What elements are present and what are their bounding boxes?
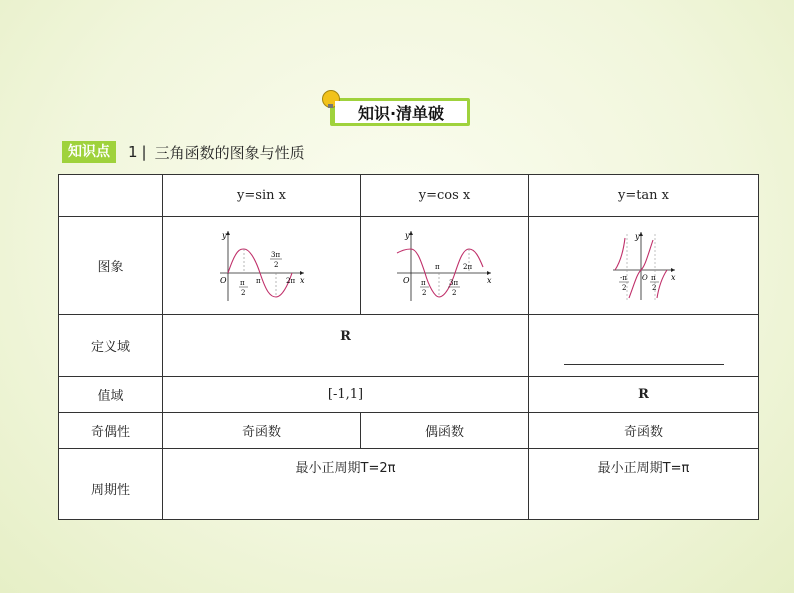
cos-three-pi-half-den: 2: [451, 288, 456, 297]
period-tan-value: 最小正周期T=π: [529, 449, 759, 520]
domain-sin-cos-value: R: [163, 315, 529, 377]
parity-row: [59, 413, 759, 449]
cos-origin-label: O: [402, 275, 410, 285]
row-label-domain: 定义域: [59, 315, 163, 377]
heading-separator: |: [141, 143, 147, 161]
col-header-tan: y=tan x: [529, 175, 759, 217]
domain-tan-cell: [529, 315, 759, 377]
section-banner: [330, 98, 470, 126]
sin-pi-half-den: 2: [240, 288, 245, 297]
cos-three-pi-half-num: 3π: [448, 278, 458, 287]
period-row: [59, 449, 759, 520]
sin-graph: [216, 227, 308, 305]
sin-y-label: y: [221, 230, 227, 240]
row-label-parity: 奇偶性: [59, 413, 163, 449]
sin-origin-label: O: [219, 275, 227, 285]
col-header-cos: y=cos x: [361, 175, 529, 217]
range-tan-value: R: [529, 377, 759, 413]
tan-neg-pi-half-den: 2: [621, 283, 626, 292]
parity-tan-value: 奇函数: [529, 413, 759, 449]
row-label-graph: 图象: [59, 217, 163, 315]
domain-row: [59, 315, 759, 377]
cos-y-label: y: [404, 230, 410, 240]
tan-origin-label: O: [641, 273, 648, 282]
sin-x-label: x: [299, 275, 305, 285]
domain-tan-blank: [564, 326, 724, 365]
sin-pi-label: π: [255, 276, 261, 285]
parity-cos-value: 偶函数: [361, 413, 529, 449]
sin-three-pi-half-num: 3π: [270, 250, 280, 259]
banner-title: 知识·清单破: [335, 101, 467, 123]
cos-graph-cell: [361, 217, 529, 315]
sin-two-pi-label: 2π: [285, 276, 295, 285]
period-sin-cos-value: 最小正周期T=2π: [163, 449, 529, 520]
tan-pi-half-den: 2: [651, 283, 656, 292]
range-sin-cos-value: [-1,1]: [163, 377, 529, 413]
tan-pi-half-num: π: [650, 273, 656, 282]
knowledge-point-heading: [62, 140, 305, 164]
sin-graph-cell: [163, 217, 361, 315]
cos-two-pi-label: 2π: [462, 262, 472, 271]
sin-pi-half-num: π: [239, 278, 245, 287]
cos-x-label: x: [486, 275, 492, 285]
parity-sin-value: 奇函数: [163, 413, 361, 449]
row-label-period: 周期性: [59, 449, 163, 520]
tan-neg-pi-half-num: -π: [619, 273, 627, 282]
tan-x-label: x: [670, 272, 676, 282]
cos-pi-label: π: [434, 262, 440, 271]
cos-pi-half-den: 2: [421, 288, 426, 297]
corner-cell: [59, 175, 163, 217]
header-row: [59, 175, 759, 217]
knowledge-point-tag: 知识点: [62, 141, 116, 163]
col-header-sin: y=sin x: [163, 175, 361, 217]
tan-graph: [611, 230, 677, 302]
tan-y-label: y: [634, 231, 640, 241]
knowledge-point-title: 三角函数的图象与性质: [154, 143, 305, 162]
row-label-range: 值域: [59, 377, 163, 413]
cos-graph: [395, 227, 495, 305]
tan-graph-cell: [529, 217, 759, 315]
cos-pi-half-num: π: [420, 278, 426, 287]
graph-row: [59, 217, 759, 315]
trig-properties-table: [58, 174, 759, 520]
sin-three-pi-half-den: 2: [273, 260, 278, 269]
range-row: [59, 377, 759, 413]
knowledge-point-number: 1: [128, 143, 138, 161]
